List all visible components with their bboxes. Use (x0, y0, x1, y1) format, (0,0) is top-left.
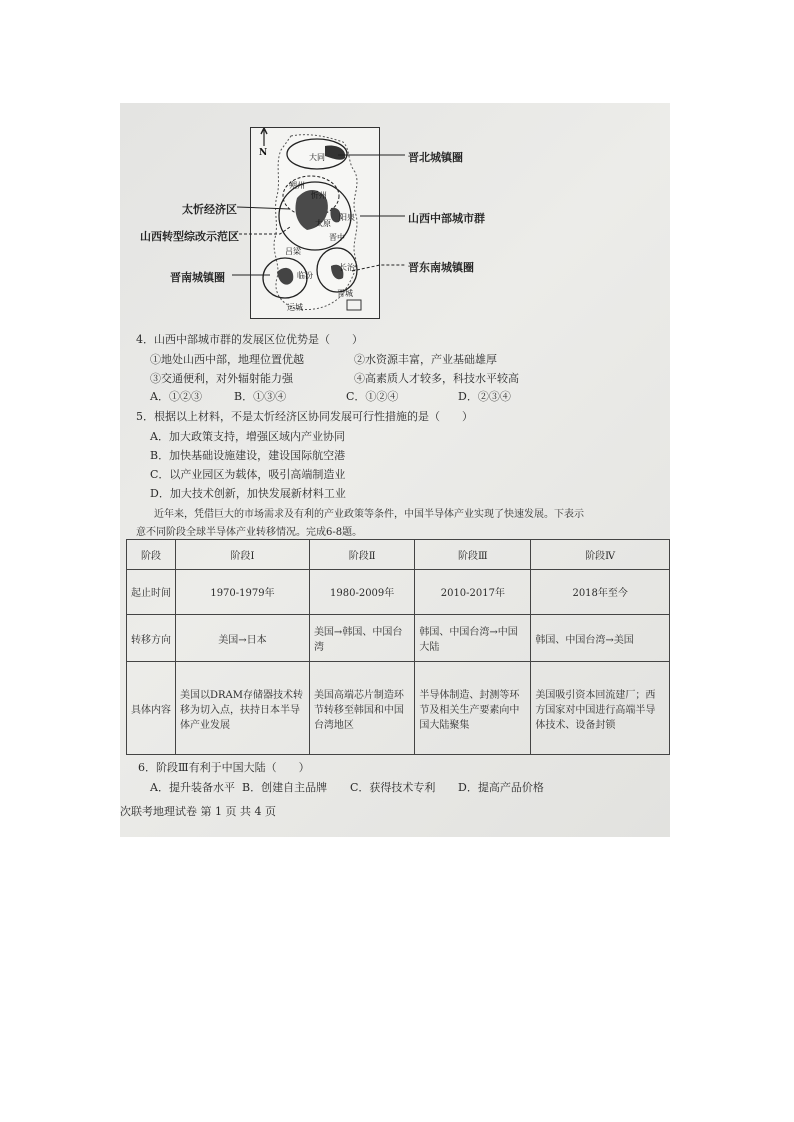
label-jinnan-town-circle: 晋南城镇圈 (170, 271, 225, 284)
q5-stem: 5．根据以上材料，不是太忻经济区协同发展可行性措施的是（ ） (136, 410, 473, 423)
intro-line-1: 近年来，凭借巨大的市场需求及有利的产业政策等条件，中国半导体产业实现了快速发展。下表示 (154, 509, 584, 520)
city-yangquan: 阳泉 (339, 213, 355, 222)
q6-choice-b: B．创建自主品牌 (242, 781, 328, 794)
table-cell: 半导体制造、封测等环节及相关生产要素向中国大陆聚集 (415, 662, 531, 755)
semiconductor-transfer-table (126, 539, 670, 755)
table-cell: 2018年至今 (531, 569, 670, 614)
table-row-head: 起止时间 (127, 569, 176, 614)
q5-choice-b: B．加快基础设施建设，建设国际航空港 (150, 449, 346, 462)
table-cell: 美国→韩国、中国台湾 (309, 615, 414, 662)
table-row (127, 615, 670, 662)
q5-choice-d: D．加大技术创新，加快发展新材料工业 (150, 487, 346, 500)
q4-choice-b: B．①③④ (234, 390, 287, 403)
table-cell: 美国吸引资本回流建厂；西方国家对中国进行高端半导体技术、设备封锁 (531, 662, 670, 755)
table-header-cell: 阶段 (127, 540, 176, 570)
city-shuozhou: 朔州 (289, 181, 305, 190)
q5-choice-a: A．加大政策支持，增强区域内产业协同 (150, 430, 345, 443)
city-yuncheng: 运城 (287, 303, 303, 312)
table-row (127, 569, 670, 614)
table-cell: 2010-2017年 (415, 569, 531, 614)
q4-stem: 4．山西中部城市群的发展区位优势是（ ） (136, 333, 363, 346)
table-cell: 美国以DRAM存储器技术转移为切入点，扶持日本半导体产业发展 (176, 662, 310, 755)
table-cell: 美国→日本 (176, 615, 310, 662)
city-changzhi: 长治 (339, 263, 355, 272)
table-cell: 韩国、中国台湾→美国 (531, 615, 670, 662)
label-jindongnan-town-circle: 晋东南城镇圈 (408, 261, 474, 274)
city-jinzhong: 晋中 (329, 233, 345, 242)
q6-choice-c: C．获得技术专利 (350, 781, 436, 794)
table-header-cell: 阶段Ⅱ (309, 540, 414, 570)
q4-item-1: ①地处山西中部，地理位置优越 (150, 353, 304, 366)
q4-choice-c: C．①②④ (346, 390, 399, 403)
table-cell: 1980-2009年 (309, 569, 414, 614)
q6-choice-d: D．提高产品价格 (458, 781, 544, 794)
table-header-cell: 阶段Ⅳ (531, 540, 670, 570)
table-row-head: 具体内容 (127, 662, 176, 755)
table-row-head: 转移方向 (127, 615, 176, 662)
scanned-exam-page (120, 103, 670, 837)
q4-choice-d: D．②③④ (458, 390, 511, 403)
label-taixin-economic-zone: 太忻经济区 (182, 203, 237, 216)
city-datong: 大同 (309, 153, 325, 162)
page-footer: 次联考地理试卷 第 1 页 共 4 页 (120, 805, 276, 818)
city-xinzhou: 忻州 (311, 191, 327, 200)
table-cell: 韩国、中国台湾→中国大陆 (415, 615, 531, 662)
intro-line-2: 意不同阶段全球半导体产业转移情况。完成6-8题。 (136, 527, 363, 538)
city-taiyuan: 太原 (315, 219, 331, 228)
city-lvliang: 吕梁 (285, 247, 301, 256)
q6-stem: 6．阶段Ⅲ有利于中国大陆（ ） (138, 761, 310, 774)
map-callout-lines (120, 103, 670, 333)
q4-item-3: ③交通便利，对外辐射能力强 (150, 372, 293, 385)
q6-choice-a: A．提升装备水平 (150, 781, 235, 794)
city-linfen: 临汾 (297, 271, 313, 280)
north-arrow-label: N (259, 148, 268, 158)
city-jincheng: 晋城 (337, 289, 353, 298)
label-shanxi-reform-zone: 山西转型综改示范区 (140, 230, 239, 243)
label-central-shanxi-urban-agglomeration: 山西中部城市群 (408, 212, 485, 225)
table-header-row (127, 540, 670, 570)
table-header-cell: 阶段Ⅰ (176, 540, 310, 570)
q4-choice-a: A．①②③ (150, 390, 202, 403)
q4-item-2: ②水资源丰富，产业基础雄厚 (354, 353, 497, 366)
q4-item-4: ④高素质人才较多，科技水平较高 (354, 372, 519, 385)
table-cell: 1970-1979年 (176, 569, 310, 614)
q5-choice-c: C．以产业园区为载体，吸引高端制造业 (150, 468, 346, 481)
label-jinbei-town-circle: 晋北城镇圈 (408, 151, 463, 164)
table-cell: 美国高端芯片制造环节转移至韩国和中国台湾地区 (309, 662, 414, 755)
table-row (127, 662, 670, 755)
table-header-cell: 阶段Ⅲ (415, 540, 531, 570)
